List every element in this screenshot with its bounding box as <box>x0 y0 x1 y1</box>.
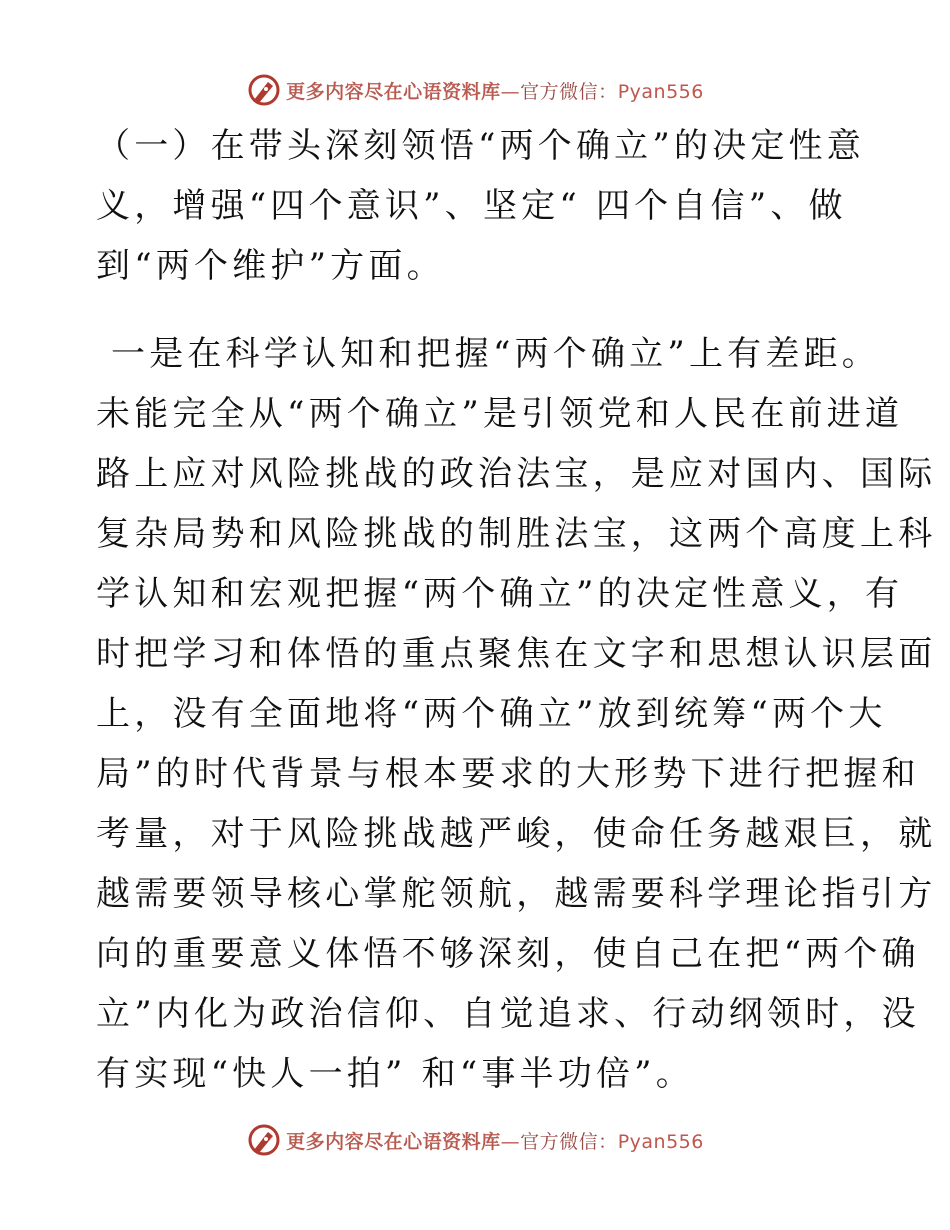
heading-line: 到“两个维护”方面。 <box>96 246 445 286</box>
body-line: 一是在科学认知和把握“两个确立”上有差距。 <box>96 334 880 374</box>
body-line: 局”的时代背景与根本要求的大形势下进行把握和 <box>96 754 920 794</box>
heading-line: （一）在带头深刻领悟“两个确立”的决定性意 <box>96 126 865 166</box>
pen-nib-logo-icon <box>246 72 282 108</box>
banner-brand: 更多内容尽在心语资料库 <box>286 1130 501 1153</box>
banner-text <box>286 77 704 104</box>
body-line: 时把学习和体悟的重点聚焦在文字和思想认识层面 <box>96 634 937 674</box>
paragraph-gap <box>96 296 856 324</box>
body-line: 立”内化为政治信仰、自觉追求、行动纲领时，没 <box>96 994 920 1034</box>
banner-text <box>286 1127 704 1154</box>
banner-wechat-label: 官方微信： <box>520 80 618 103</box>
body-line: 上，没有全面地将“两个确立”放到统筹“两个大 <box>96 694 887 734</box>
banner-brand: 更多内容尽在心语资料库 <box>286 80 501 103</box>
section-heading <box>96 116 865 296</box>
banner-wechat-id: Pyan556 <box>617 1130 704 1153</box>
body-line: 向的重要意义体悟不够深刻，使自己在把“两个确 <box>96 934 920 974</box>
body-line: 有实现“快人一拍” 和“事半功倍”。 <box>96 1054 694 1094</box>
body-line: 越需要领导核心掌舵领航，越需要科学理论指引方 <box>96 874 937 914</box>
banner-wechat-label: 官方微信： <box>520 1130 618 1153</box>
body-paragraph <box>96 324 937 1104</box>
body-line: 未能完全从“两个确立”是引领党和人民在前进道 <box>96 394 904 434</box>
footer-banner <box>0 1120 950 1160</box>
banner-separator: — <box>500 1130 521 1153</box>
banner-wechat-id: Pyan556 <box>617 80 704 103</box>
banner-separator: — <box>500 80 521 103</box>
body-line: 复杂局势和风险挑战的制胜法宝，这两个高度上科 <box>96 514 937 554</box>
heading-line: 义，增强“四个意识”、坚定“ 四个自信”、做 <box>96 186 847 226</box>
document-body <box>96 116 937 1104</box>
header-banner <box>0 70 950 110</box>
body-line: 考量，对于风险挑战越严峻，使命任务越艰巨，就 <box>96 814 937 854</box>
pen-nib-logo-icon <box>246 1122 282 1158</box>
body-line: 学认知和宏观把握“两个确立”的决定性意义，有 <box>96 574 904 614</box>
body-line: 路上应对风险挑战的政治法宝，是应对国内、国际 <box>96 454 937 494</box>
